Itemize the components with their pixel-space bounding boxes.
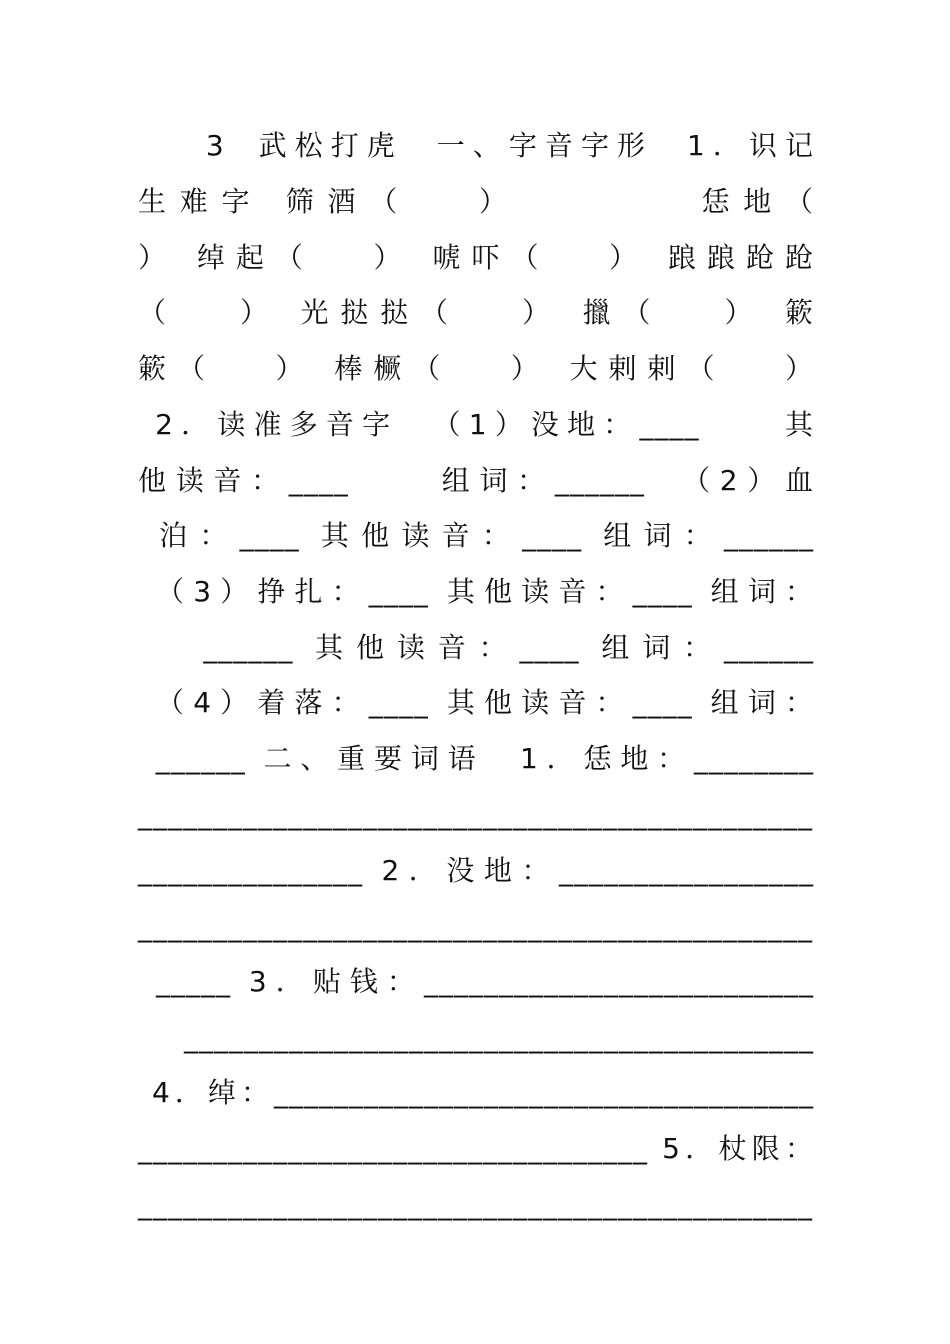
text-line-2: 生难字 筛酒（ ） 恁地（ (138, 185, 814, 218)
text-line-1: 3 武松打虎 一、字音字形 1．识记 (138, 129, 814, 162)
text-line-11: （4）着落：____ 其他读音：____ 组词： (138, 686, 814, 719)
text-line-14: _______________ 2．没地：_________________ (138, 854, 814, 887)
text-line-4: （ ） 光挞挞（ ） 擸（ ） 簌 (138, 296, 814, 329)
text-line-17: __________________________________________ (138, 1021, 814, 1054)
text-line-13: _____________________________________________ (138, 798, 813, 831)
text-line-12: ______ 二、重要词语 1．恁地：________ (138, 742, 814, 775)
text-line-5: 簌（ ） 棒橛（ ） 大剌剌（ ） (138, 352, 814, 385)
text-line-15: _____________________________________________ (138, 910, 813, 943)
text-line-19: __________________________________ 5．杖限： (138, 1132, 814, 1165)
text-line-16: _____ 3．贴钱：__________________________ (138, 965, 814, 998)
text-line-3: ） 绰起（ ） 唬吓（ ） 踉踉跄跄 (138, 241, 814, 274)
text-line-6: 2．读准多音字 （1）没地：____ 其 (138, 408, 814, 441)
text-line-7: 他读音：____ 组词：______ （2）血 (138, 464, 814, 497)
text-line-8: 泊：____ 其他读音：____ 组词：______ (138, 519, 814, 552)
text-line-20: _____________________________________________ (138, 1188, 813, 1221)
text-line-18: 4．绰：____________________________________ (138, 1076, 814, 1109)
text-line-10: ______ 其他读音：____ 组词：______ (138, 631, 814, 664)
text-line-9: （3）挣扎：____ 其他读音：____ 组词： (138, 575, 814, 608)
